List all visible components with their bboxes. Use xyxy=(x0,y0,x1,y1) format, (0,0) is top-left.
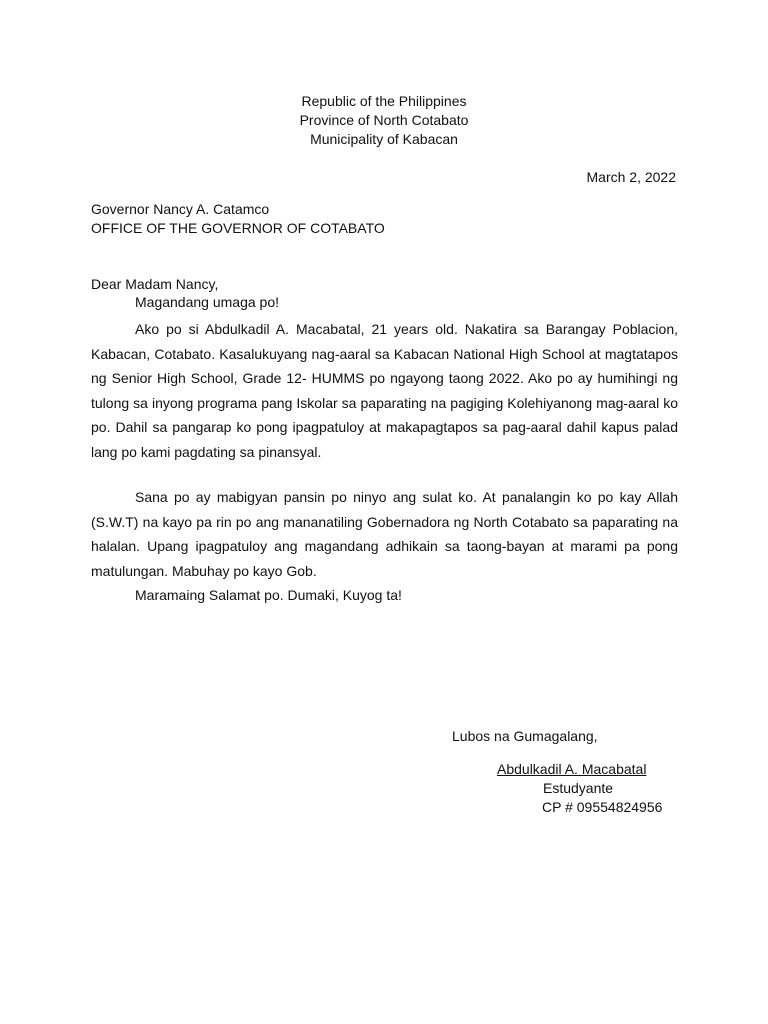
signature-title: Estudyante xyxy=(543,780,614,796)
recipient-block xyxy=(91,200,385,238)
salutation: Dear Madam Nancy, xyxy=(91,276,219,292)
paragraph-2-text: Sana po ay mabigyan pansin po ninyo ang sulat ko. At panalangin ko po kay Allah (S.W.T) na kayo pa rin po ang mananatiling Gobernadora ng North Cotabato sa paparating na halalan. Upang ipagpatuloy ang magandang adhikain sa taong-bayan at marami pa pong matulungan. Mabuhay po kayo Gob. xyxy=(91,489,678,579)
paragraph-1-text: Ako po si Abdulkadil A. Macabatal, 21 years old. Nakatira sa Barangay Poblacion, Kabacan, Cotabato. Kasalukuyang nag-aaral sa Kabacan National High School at magtatapos ng Senior High School, Grade 12- HUMMS po ngayong taong 2022. Ako po ay humihingi ng tulong sa inyong programa pang Iskolar sa paparating na pagiging Kolehiyanong mag-aaral ko po. Dahil sa pangarap ko pong ipagpatuloy at makapagtapos sa pag-aaral dahil kapus palad lang po kami pagdating sa pinansyal. xyxy=(91,321,678,460)
signature-name: Abdulkadil A. Macabatal xyxy=(497,761,647,777)
body-paragraph-2 xyxy=(91,485,678,583)
greeting: Magandang umaga po! xyxy=(135,294,279,310)
recipient-office: OFFICE OF THE GOVERNOR OF COTABATO xyxy=(91,220,385,236)
letter-header xyxy=(0,92,768,149)
letter-date: March 2, 2022 xyxy=(586,169,676,185)
header-municipality: Municipality of Kabacan xyxy=(310,131,458,147)
closing: Lubos na Gumagalang, xyxy=(452,728,598,744)
header-province: Province of North Cotabato xyxy=(299,112,469,128)
thanks-line: Maramaing Salamat po. Dumaki, Kuyog ta! xyxy=(135,587,402,603)
body-paragraph-1 xyxy=(91,317,678,464)
signature-contact: CP # 09554824956 xyxy=(542,799,663,815)
recipient-name: Governor Nancy A. Catamco xyxy=(91,201,270,217)
header-republic: Republic of the Philippines xyxy=(301,93,467,109)
